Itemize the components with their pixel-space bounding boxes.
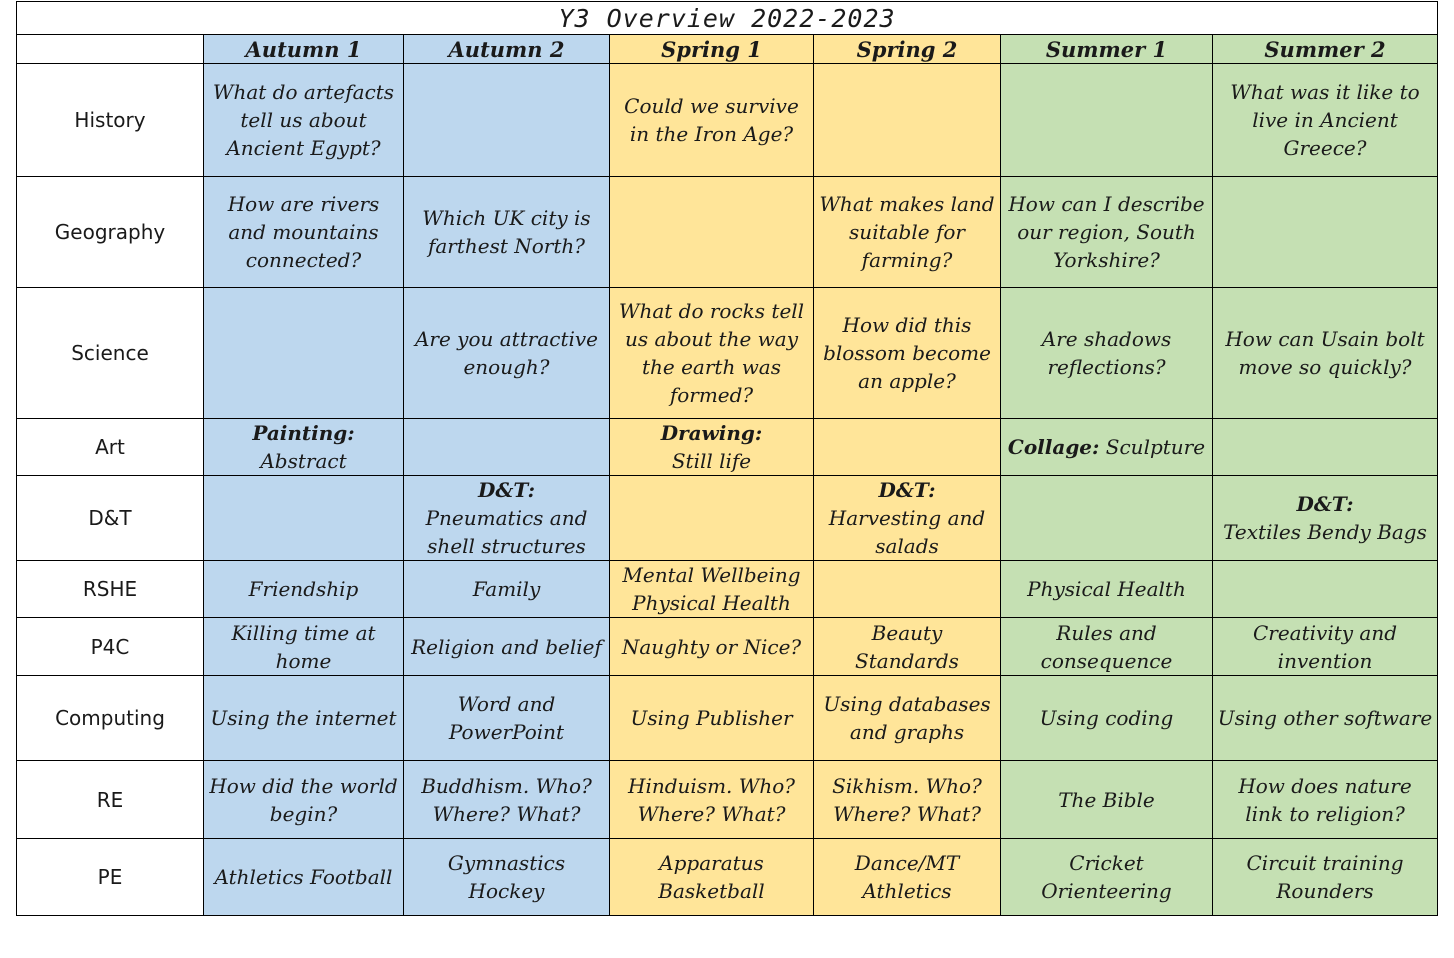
row-art	[17, 419, 1438, 476]
term-header-summer-1: Summer 1	[1001, 35, 1213, 64]
pe-spring-1: Apparatus Basketball	[610, 839, 814, 916]
row-history	[17, 64, 1438, 177]
term-header-row	[17, 35, 1438, 64]
computing-summer-1: Using coding	[1001, 676, 1213, 761]
pe-autumn-2: Gymnastics Hockey	[404, 839, 610, 916]
computing-autumn-2: Word and PowerPoint	[404, 676, 610, 761]
subject-p4c: P4C	[17, 618, 204, 676]
art-summer-1-label: Collage:	[1007, 435, 1100, 459]
subject-geography: Geography	[17, 177, 204, 288]
dt-autumn-2	[404, 476, 610, 561]
term-header-spring-1: Spring 1	[610, 35, 814, 64]
computing-spring-1: Using Publisher	[610, 676, 814, 761]
rshe-summer-1: Physical Health	[1001, 561, 1213, 618]
art-autumn-1	[204, 419, 404, 476]
history-summer-1	[1001, 64, 1213, 177]
science-spring-1: What do rocks tell us about the way the earth was formed?	[610, 288, 814, 419]
corner-cell	[17, 35, 204, 64]
p4c-autumn-2: Religion and belief	[404, 618, 610, 676]
re-summer-1: The Bible	[1001, 761, 1213, 839]
re-autumn-1: How did the world begin?	[204, 761, 404, 839]
term-header-autumn-1: Autumn 1	[204, 35, 404, 64]
subject-computing: Computing	[17, 676, 204, 761]
rshe-summer-2	[1213, 561, 1438, 618]
art-autumn-1-label: Painting:	[252, 421, 355, 445]
subject-re: RE	[17, 761, 204, 839]
page-title: Y3 Overview 2022-2023	[17, 2, 1438, 35]
row-geography	[17, 177, 1438, 288]
geography-autumn-2: Which UK city is farthest North?	[404, 177, 610, 288]
art-summer-1-text: Sculpture	[1105, 435, 1206, 459]
geography-summer-1: How can I describe our region, South Yorkshire?	[1001, 177, 1213, 288]
science-autumn-1	[204, 288, 404, 419]
re-spring-2: Sikhism. Who? Where? What?	[814, 761, 1001, 839]
pe-spring-2: Dance/MT Athletics	[814, 839, 1001, 916]
overview-table	[16, 1, 1438, 916]
dt-summer-1	[1001, 476, 1213, 561]
subject-pe: PE	[17, 839, 204, 916]
art-spring-2	[814, 419, 1001, 476]
row-re	[17, 761, 1438, 839]
history-autumn-2	[404, 64, 610, 177]
science-autumn-2: Are you attractive enough?	[404, 288, 610, 419]
computing-summer-2: Using other software	[1213, 676, 1438, 761]
dt-autumn-2-text: Pneumatics and shell structures	[425, 506, 588, 558]
dt-summer-2	[1213, 476, 1438, 561]
term-header-autumn-2: Autumn 2	[404, 35, 610, 64]
row-rshe	[17, 561, 1438, 618]
row-dt	[17, 476, 1438, 561]
dt-spring-2-text: Harvesting and salads	[828, 506, 986, 558]
computing-autumn-1: Using the internet	[204, 676, 404, 761]
row-computing	[17, 676, 1438, 761]
art-autumn-2	[404, 419, 610, 476]
art-spring-1-label: Drawing:	[660, 421, 763, 445]
title-row	[17, 2, 1438, 35]
re-summer-2: How does nature link to religion?	[1213, 761, 1438, 839]
rshe-autumn-2: Family	[404, 561, 610, 618]
term-header-spring-2: Spring 2	[814, 35, 1001, 64]
p4c-summer-1: Rules and consequence	[1001, 618, 1213, 676]
art-autumn-1-text: Abstract	[260, 449, 347, 473]
subject-science: Science	[17, 288, 204, 419]
rshe-spring-1: Mental Wellbeing Physical Health	[610, 561, 814, 618]
subject-rshe: RSHE	[17, 561, 204, 618]
history-spring-1: Could we survive in the Iron Age?	[610, 64, 814, 177]
re-spring-1: Hinduism. Who? Where? What?	[610, 761, 814, 839]
row-science	[17, 288, 1438, 419]
re-autumn-2: Buddhism. Who? Where? What?	[404, 761, 610, 839]
p4c-summer-2: Creativity and invention	[1213, 618, 1438, 676]
dt-summer-2-label: D&T:	[1296, 492, 1354, 516]
art-summer-2	[1213, 419, 1438, 476]
art-summer-1	[1001, 419, 1213, 476]
geography-autumn-1: How are rivers and mountains connected?	[204, 177, 404, 288]
dt-spring-2	[814, 476, 1001, 561]
dt-spring-1	[610, 476, 814, 561]
dt-autumn-2-label: D&T:	[478, 478, 535, 502]
science-spring-2: How did this blossom become an apple?	[814, 288, 1001, 419]
p4c-spring-1: Naughty or Nice?	[610, 618, 814, 676]
rshe-spring-2	[814, 561, 1001, 618]
dt-autumn-1	[204, 476, 404, 561]
subject-art: Art	[17, 419, 204, 476]
art-spring-1	[610, 419, 814, 476]
pe-summer-1: Cricket Orienteering	[1001, 839, 1213, 916]
geography-spring-1	[610, 177, 814, 288]
pe-summer-2: Circuit training Rounders	[1213, 839, 1438, 916]
geography-summer-2	[1213, 177, 1438, 288]
p4c-spring-2: Beauty Standards	[814, 618, 1001, 676]
history-autumn-1: What do artefacts tell us about Ancient Egypt?	[204, 64, 404, 177]
history-summer-2: What was it like to live in Ancient Greece?	[1213, 64, 1438, 177]
pe-autumn-1: Athletics Football	[204, 839, 404, 916]
rshe-autumn-1: Friendship	[204, 561, 404, 618]
subject-history: History	[17, 64, 204, 177]
subject-dt: D&T	[17, 476, 204, 561]
term-header-summer-2: Summer 2	[1213, 35, 1438, 64]
geography-spring-2: What makes land suitable for farming?	[814, 177, 1001, 288]
p4c-autumn-1: Killing time at home	[204, 618, 404, 676]
history-spring-2	[814, 64, 1001, 177]
dt-summer-2-text: Textiles Bendy Bags	[1223, 520, 1427, 544]
science-summer-2: How can Usain bolt move so quickly?	[1213, 288, 1438, 419]
science-summer-1: Are shadows reflections?	[1001, 288, 1213, 419]
computing-spring-2: Using databases and graphs	[814, 676, 1001, 761]
row-pe	[17, 839, 1438, 916]
art-spring-1-text: Still life	[671, 449, 752, 473]
row-p4c	[17, 618, 1438, 676]
dt-spring-2-label: D&T:	[878, 478, 936, 502]
